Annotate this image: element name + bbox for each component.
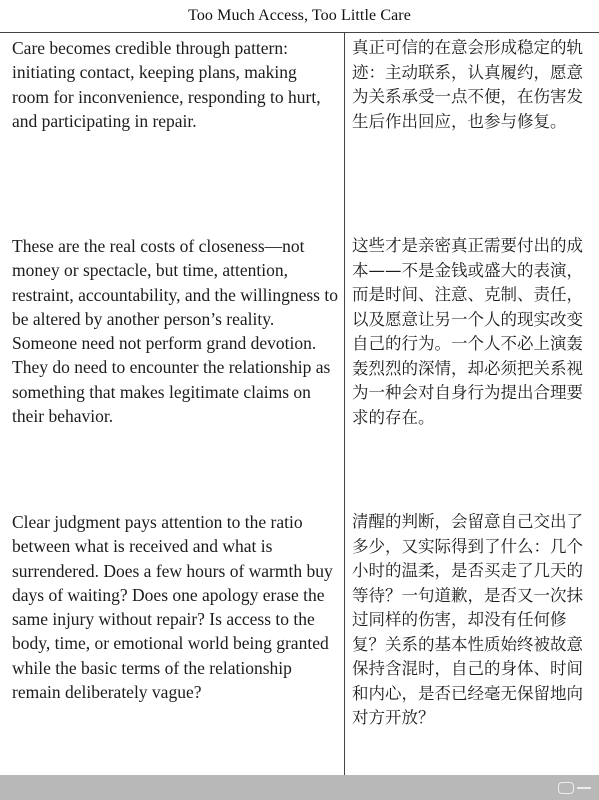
section-3-english: Clear judgment pays attention to the ratio between what is received and what is surrendered. Does a few hours of warmth buy days of waiting? Does one apology erase the same injury without repair? Is access to the body, time, or emotional world being granted while the basic terms of the relationship remain deliberately vague? bbox=[12, 512, 333, 703]
page-header bbox=[0, 0, 599, 33]
watermark-line-icon bbox=[577, 787, 591, 789]
watermark-logo bbox=[558, 780, 591, 796]
section-3-chinese: 清醒的判断，会留意自己交出了多少，又实际得到了什么：几个小时的温柔，是否买走了几天的等待？一句道歉，是否又一次抹过同样的伤害，却没有任何修复？关系的基本性质始终被故意保持含混时，自己的身体、时间和内心，是否已经毫无保留地向对方开放？ bbox=[352, 512, 583, 727]
watermark-icon bbox=[558, 782, 574, 794]
page-title: Too Much Access, Too Little Care bbox=[188, 7, 411, 24]
section-1-chinese: 真正可信的在意会形成稳定的轨迹：主动联系，认真履约，愿意为关系承受一点不便，在伤害发生后作出回应，也参与修复。 bbox=[352, 38, 583, 131]
section-1-english: Care becomes credible through pattern: initiating contact, keeping plans, making room for inconvenience, responding to hurt, and participating in repair. bbox=[12, 38, 321, 131]
column-divider bbox=[344, 33, 345, 775]
footer-bar bbox=[0, 775, 599, 800]
section-2-chinese: 这些才是亲密真正需要付出的成本——不是金钱或盛大的表演，而是时间、注意、克制、责任，以及愿意让另一个人的现实改变自己的行为。一个人不必上演轰轰烈烈的深情，却必须把关系视为一种会对自身行为提出合理要求的存在。 bbox=[352, 236, 583, 427]
section-2-english: These are the real costs of closeness—not money or spectacle, but time, attention, restraint, accountability, and the willingness to be altered by another person’s reality. Someone need not perform grand devotion. They do need to encounter the relationship as something that makes legitimate claims on their behavior. bbox=[12, 236, 338, 427]
